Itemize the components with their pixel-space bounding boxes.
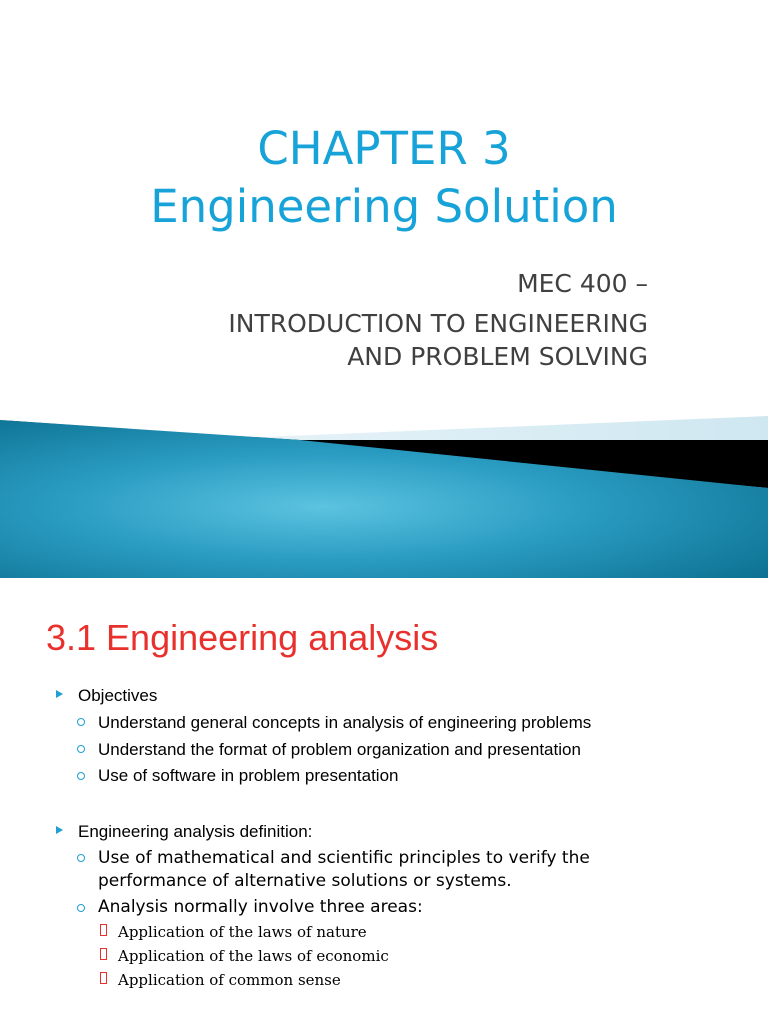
banner-pale-band [240, 416, 768, 440]
definition-line2: performance of alternative solutions or systems. [98, 871, 512, 891]
definition-label: Engineering analysis definition: [78, 822, 313, 841]
chapter-title: CHAPTER 3 [257, 122, 511, 175]
square-bullet-icon [100, 948, 107, 960]
areas-intro: Analysis normally involve three areas: [98, 897, 423, 917]
circle-bullet-icon [77, 718, 85, 726]
area-item: Application of common sense [118, 971, 341, 989]
area-item: Application of the laws of nature [118, 923, 367, 941]
objective-item: Use of software in problem presentation [98, 766, 399, 785]
area-item: Application of the laws of economic [118, 947, 389, 965]
triangle-bullet-icon [56, 826, 63, 834]
course-code: MEC 400 – [517, 269, 648, 298]
circle-bullet-icon [77, 904, 85, 912]
course-name-line1: INTRODUCTION TO ENGINEERING [228, 309, 648, 338]
circle-bullet-icon [77, 854, 85, 862]
square-bullet-icon [100, 972, 107, 984]
chapter-subtitle-title: Engineering Solution [150, 180, 618, 233]
content-slide [0, 578, 768, 1024]
circle-bullet-icon [77, 745, 85, 753]
objective-item: Understand the format of problem organization and presentation [98, 740, 581, 759]
square-bullet-icon [100, 924, 107, 936]
course-name-line2: AND PROBLEM SOLVING [347, 342, 648, 371]
triangle-bullet-icon [56, 690, 63, 698]
circle-bullet-icon [77, 772, 85, 780]
definition-line1: Use of mathematical and scientific principles to verify the [98, 848, 590, 868]
objectives-label: Objectives [78, 686, 158, 705]
section-heading: 3.1 Engineering analysis [46, 617, 439, 658]
objective-item: Understand general concepts in analysis of engineering problems [98, 713, 592, 732]
decorative-banner [0, 410, 768, 578]
